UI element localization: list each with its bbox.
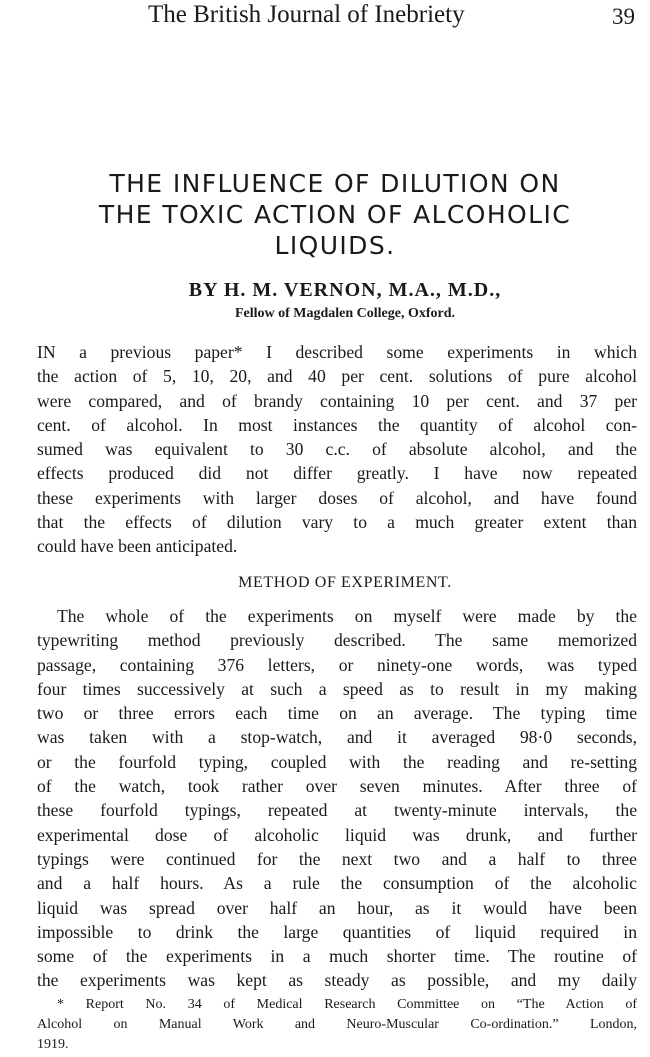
title-line: THE TOXIC ACTION OF ALCOHOLIC — [98, 200, 572, 229]
text-line: typings were continued for the next two and a half to three — [37, 848, 637, 869]
text-line: two or three errors each time on an average. The typing time — [37, 703, 637, 724]
author-byline: BY H. M. VERNON, M.A., M.D., — [188, 279, 502, 301]
footnote-line: * Report No. 34 of Medical Research Committee on “The Action of — [57, 997, 637, 1012]
page-number: 39 — [612, 4, 635, 29]
title-line: LIQUIDS. — [274, 231, 396, 260]
text-line: cent. of alcohol. In most instances the quantity of alcohol con- — [37, 414, 637, 435]
text-line: or the fourfold typing, coupled with the reading and re-setting — [37, 751, 637, 772]
text-line: sumed was equivalent to 30 c.c. of absolute alcohol, and the — [37, 439, 637, 460]
text-line: passage, containing 376 letters, or ninety-one words, was typed — [37, 654, 637, 675]
intro-paragraph — [37, 340, 637, 559]
text-line: The whole of the experiments on myself were made by the — [57, 606, 637, 626]
text-line: could have been anticipated. — [37, 536, 238, 557]
text-line: typewriting method previously described. The same memorized — [37, 630, 637, 651]
method-paragraph — [37, 604, 637, 993]
section-heading: METHOD OF EXPERIMENT. — [238, 574, 452, 591]
text-line: these fourfold typings, repeated at twenty-minute intervals, the — [37, 800, 637, 821]
text-line: of the watch, took rather over seven minutes. After three of — [37, 776, 637, 797]
text-line: were compared, and of brandy containing 10 per cent. and 37 per — [37, 390, 637, 411]
text-line: that the effects of dilution vary to a much greater extent than — [37, 512, 637, 533]
text-line: the action of 5, 10, 20, and 40 per cent. solutions of pure alcohol — [37, 366, 637, 387]
text-line: experimental dose of alcoholic liquid was drunk, and further — [37, 824, 637, 845]
title-line: THE INFLUENCE OF DILUTION ON — [109, 169, 561, 198]
text-line: and a half hours. As a rule the consumption of the alcoholic — [37, 873, 637, 894]
running-head — [0, 0, 650, 32]
author-affiliation: Fellow of Magdalen College, Oxford. — [234, 306, 456, 321]
article-title — [30, 168, 640, 261]
text-line: the experiments was kept as steady as possible, and my daily — [37, 970, 637, 991]
text-line: impossible to drink the large quantities of liquid required in — [37, 921, 637, 942]
text-line: effects produced did not differ greatly. I have now repeated — [37, 463, 637, 484]
text-line: these experiments with larger doses of alcohol, and have found — [37, 487, 637, 508]
text-line: liquid was spread over half an hour, as it would have been — [37, 897, 637, 918]
journal-title: The British Journal of Inebriety — [148, 1, 465, 28]
footnote-line: 1919. — [37, 1037, 69, 1052]
footnote — [37, 995, 637, 1055]
text-line: IN a previous paper* I described some experiments in which — [37, 342, 637, 362]
text-line: four times successively at such a speed as to result in my making — [37, 678, 637, 699]
text-line: some of the experiments in a much shorter time. The routine of — [37, 946, 637, 967]
text-line: was taken with a stop-watch, and it averaged 98·0 seconds, — [37, 727, 637, 748]
footnote-line: Alcohol on Manual Work and Neuro-Muscular Co-ordination.” London, — [37, 1017, 637, 1032]
